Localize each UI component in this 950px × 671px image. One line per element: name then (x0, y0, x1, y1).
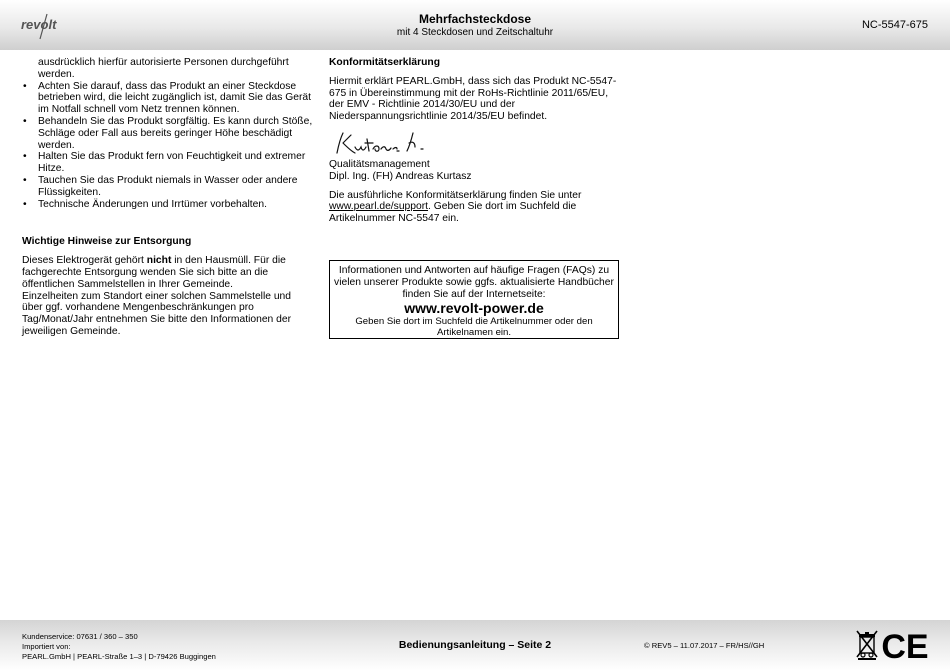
revision-info: © REV5 – 11.07.2017 – FR/HS//GH (644, 641, 765, 650)
faq-info-box (329, 260, 619, 339)
conformity-text: Hiermit erklärt PEARL.GmbH, dass sich das Produkt NC-5547-675 in Übereinstimmung mit der RoHs-Richtlinie 2011/65/EU, der EMV - Richtlinie 2014/30/EU und der Niederspannungsrichtlinie 2014/35/EU befindet. (329, 75, 617, 123)
weee-bin-icon (856, 630, 878, 660)
continued-text: ausdrücklich hierfür autorisierte Personen durchgeführt werden. (38, 57, 289, 80)
product-code: NC-5547-675 (861, 19, 928, 31)
importer-address: PEARL.GmbH | PEARL-Straße 1–3 | D-79426 Buggingen (22, 652, 216, 661)
details-text-start: Die ausführliche Konformitätserklärung finden Sie unter (329, 189, 582, 201)
safety-bullet-list (22, 81, 314, 211)
disposal-text-emphasis: nicht (146, 255, 172, 267)
page-label: Bedienungsanleitung – Seite 2 (398, 639, 552, 651)
faq-info-text: Informationen und Antworten auf häufige Fragen (FAQs) zu vielen unserer Produkte sowie ggfs. aktualisierte Handbücher finden Sie auf der Internetseite: (334, 265, 614, 300)
customer-service: Kundenservice: 07631 / 360 – 350 (22, 632, 138, 641)
support-link[interactable]: www.pearl.de/support (329, 201, 429, 213)
ce-mark-text: CE (881, 630, 929, 662)
disposal-text-end: in den Hausmüll. Für die fachgerechte Entsorgung wenden Sie sich bitte an die öffentlichen Sammelstellen in Ihrer Gemeinde. (22, 255, 286, 290)
disposal-heading: Wichtige Hinweise zur Entsorgung (22, 236, 192, 248)
ce-mark-icon (880, 630, 930, 662)
document-title: Mehrfachsteckdose (418, 12, 532, 26)
list-item: • Behandeln Sie das Produkt sorgfältig. Es kann durch Stöße, Schläge oder Fall aus bereits geringer Höhe beschädigt werden. (22, 116, 314, 151)
disposal-paragraph (22, 255, 314, 290)
signature-name: Dipl. Ing. (FH) Andreas Kurtasz (329, 170, 472, 182)
list-item: • Technische Änderungen und Irrtümer vorbehalten. (22, 199, 314, 211)
importer-label: Importiert von: (22, 642, 71, 651)
search-hint-text: Geben Sie dort im Suchfeld die Artikelnummer oder den Artikelnamen ein. (355, 316, 593, 339)
page-header (0, 0, 950, 50)
left-column (22, 57, 314, 338)
conformity-heading: Konformitätserklärung (329, 57, 440, 68)
details-text-end: . Geben Sie dort im Suchfeld die Artikelnummer NC-5547 ein. (329, 201, 577, 225)
disposal-text-start: Dieses Elektrogerät gehört (22, 255, 147, 267)
logo-text: revolt (21, 17, 57, 32)
list-item: • Tauchen Sie das Produkt niemals in Wasser oder andere Flüssigkeiten. (22, 175, 314, 199)
list-item: • Achten Sie darauf, dass das Produkt an einer Steckdose betrieben wird, die leicht zugänglich ist, damit Sie das Gerät im Notfall schnell vom Netz trennen können. (22, 81, 314, 116)
signature-image (329, 129, 439, 159)
conformity-details (329, 190, 621, 225)
disposal-details-paragraph: Einzelheiten zum Standort einer solchen Sammelstelle und über ggf. vorhandene Mengenbeschränkungen pro Tag/Monat/Jahr entnehmen Sie bitte den Informationen der jeweiligen Gemeinde. (22, 290, 292, 337)
page-footer (0, 620, 950, 671)
right-column (329, 57, 621, 225)
document-subtitle: mit 4 Steckdosen und Zeitschaltuhr (396, 27, 554, 38)
signature-role: Qualitätsmanagement (329, 158, 430, 170)
list-item: • Halten Sie das Produkt fern von Feuchtigkeit und extremer Hitze. (22, 151, 314, 175)
website-link[interactable]: www.revolt-power.de (404, 300, 544, 317)
